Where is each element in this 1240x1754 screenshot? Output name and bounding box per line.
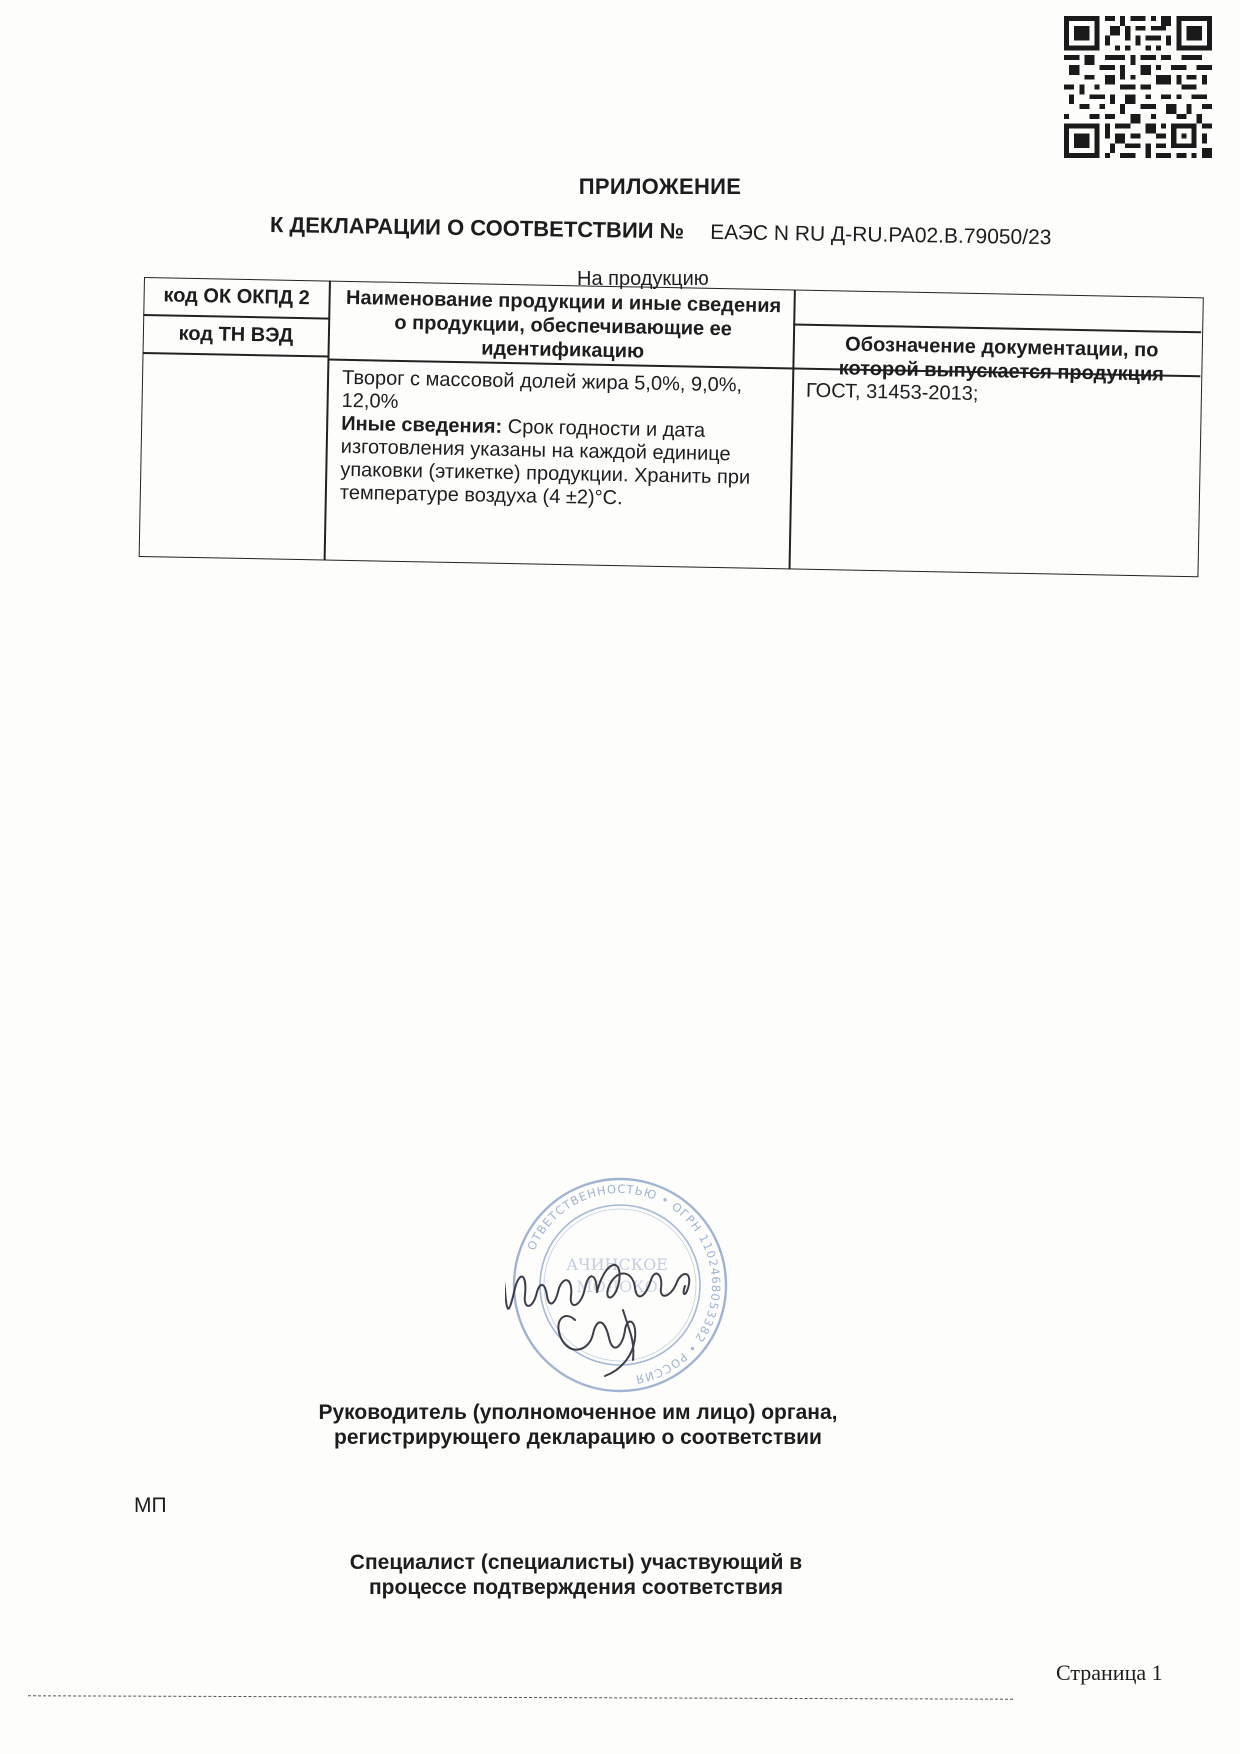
table-row-product: [340, 367, 773, 513]
for-product-label: На продукцию: [577, 268, 709, 290]
seal-stamp: [505, 1170, 735, 1400]
header-documentation: Обозначение документации, по которой выпускается продукция: [838, 333, 1165, 386]
product-table: [138, 277, 1204, 597]
qr-code-icon: [1064, 16, 1212, 158]
header-tnved-code: код ТН ВЭД: [178, 322, 294, 347]
header-product-name: Наименование продукции и иные сведения о продукции, обеспечивающие ее идентификацию: [345, 286, 782, 363]
declaration-number: ЕАЭС N RU Д-RU.PA02.B.79050/23: [709, 220, 1052, 250]
specialist-signature-text: Специалист (специалисты) участвующий в процессе подтверждения соответствия: [349, 1551, 803, 1599]
product-name: Творог с массовой долей жира 5,0%, 9,0%, 12,0%: [341, 366, 743, 413]
page-number: Страница 1: [1056, 1660, 1163, 1685]
table-row-document: ГОСТ, 31453-2013;: [805, 379, 979, 406]
other-info-label: Иные сведения:: [341, 412, 503, 438]
declaration-heading: [270, 212, 1170, 252]
svg-text:МОЛОКО: МОЛОКО: [576, 1277, 658, 1296]
head-signature-text: Руководитель (уполномоченное им лицо) органа, регистрирующего декларацию о соответствии: [318, 1401, 838, 1449]
mp-label: МП: [134, 1494, 167, 1517]
specialist-signature-label: [0, 1550, 1196, 1600]
document-title: ПРИЛОЖЕНИЕ: [578, 174, 742, 199]
header-okpd-code: код ОК ОКПД 2: [163, 284, 311, 310]
declaration-heading-label: К ДЕКЛАРАЦИИ О СООТВЕТСТВИИ №: [269, 212, 685, 244]
head-signature-label: [0, 1400, 1198, 1450]
product-other-info: [340, 413, 772, 513]
footer-divider: [28, 1695, 1013, 1699]
other-info-text: Срок годности и дата изготовления указаны на каждой единице упаковки (этикетке) продукции. Хранить при температуре воздуха (4 ±2)°С.: [339, 416, 751, 510]
svg-text:ОТВЕТСТВЕННОСТЬЮ • ОГРН 110246: ОТВЕТСТВЕННОСТЬЮ • ОГРН 1102468053382 • РОССИЯ: [524, 1181, 724, 1387]
svg-text:АЧИНСКОЕ: АЧИНСКОЕ: [566, 1255, 668, 1274]
